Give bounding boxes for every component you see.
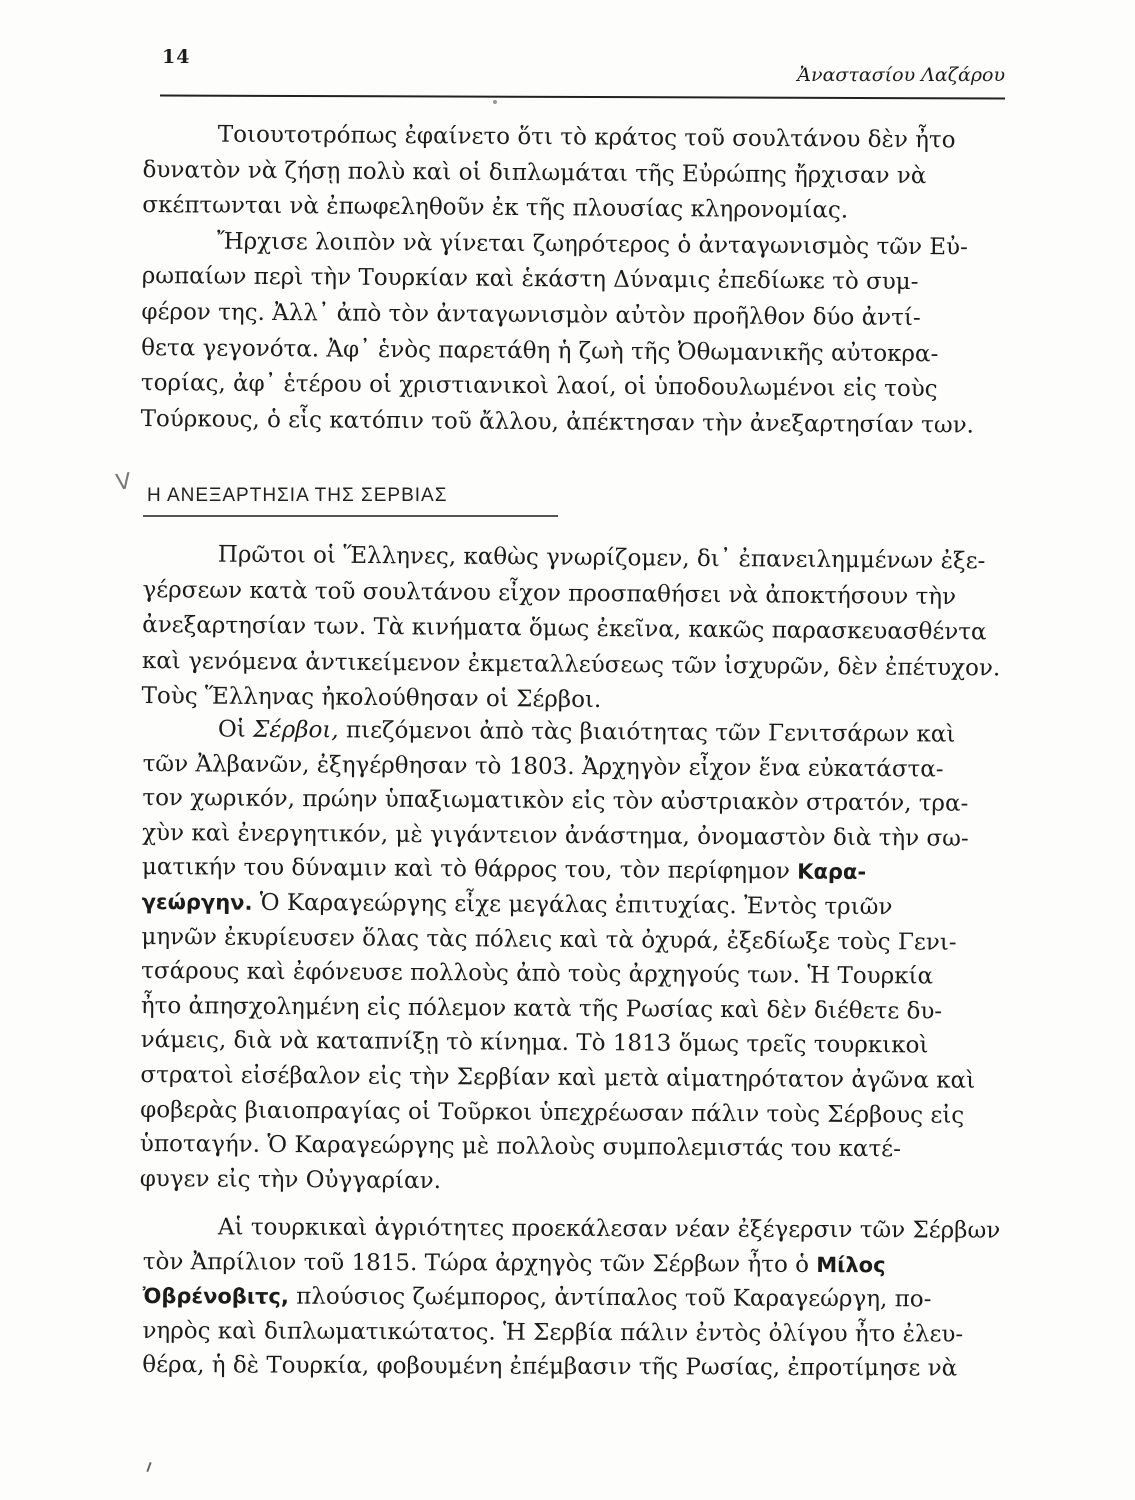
text-run: τὸν Ἀπρίλιον τοῦ 1815. Τώρα ἀρχηγὸς τῶν Σέρβων ἦτο ὁ (142, 1248, 817, 1278)
text-line: Τοὺς Ἕλληνας ἠκολούθησαν οἱ Σέρβοι. (141, 683, 602, 714)
handwritten-margin-mark: V (114, 469, 133, 496)
heading-underline (143, 515, 558, 517)
ink-tick-mark (146, 1462, 151, 1472)
running-head-author: Ἀναστασίου Λαζάρου (797, 64, 1005, 86)
text-line (142, 885, 987, 925)
text-line: ρωπαίων περὶ τὴν Τουρκίαν καὶ ἑκάστη Δύναμις ἐπεδίωκε τὸ συμ- (141, 263, 919, 296)
text-line: τορίας, ἀφ᾽ ἑτέρου οἱ χριστιανικοὶ λαοί, οἱ ὑποδουλωμένοι εἰς τοὺς (140, 370, 938, 403)
text-line: Ἤρχισε λοιπὸν νὰ γίνεται ζωηρότερος ὁ ἀνταγωνισμὸς τῶν Εὐ- (216, 228, 968, 261)
paragraph-1 (140, 117, 987, 444)
paragraph-4 (142, 1210, 1001, 1386)
text-run: Ὁ Καραγεώργης εἶχε μεγάλας ἐπιτυχίας. Ἐντὸς τριῶν (252, 889, 893, 921)
text-line: δυνατὸν νὰ ζήσῃ πολὺ καὶ οἱ διπλωμάται τῆς Εὐρώπης ἤρχισαν νὰ (142, 156, 927, 189)
text-line: Αἱ τουρκικαὶ ἀγριότητες προεκάλεσαν νέαν ἐξέγερσιν τῶν Σέρβων (217, 1214, 1001, 1244)
text-line: σκέπτωνται νὰ ἐπωφεληθοῦν ἐκ τῆς πλουσίας κληρονομίας. (142, 192, 849, 224)
paragraph-3 (140, 712, 988, 1202)
text-line: Τοιουτοτρόπως ἐφαίνετο ὅτι τὸ κράτος τοῦ σουλτάνου δὲν ἦτο (217, 121, 956, 154)
text-line: γέρσεων κατὰ τοῦ σουλτάνου εἶχον προσπαθήσει νὰ ἀποκτήσουν τὴν (142, 576, 957, 610)
header-rule (160, 95, 1005, 100)
text-line: θετα γεγονότα. Ἀφ᾽ ἑνὸς παρετάθη ἡ ζωὴ τῆς Ὀθωμανικῆς αὐτοκρα- (141, 334, 939, 367)
text-line: φέρον της. Ἀλλ᾽ ἀπὸ τὸν ἀνταγωνισμὸν αὐτὸν προῆλθον δύο ἀντί- (141, 298, 921, 332)
text-line: τσάρους καὶ ἐφόνευσε πολλοὺς ἀπὸ τοὺς ἀρχηγούς των. Ἡ Τουρκία (141, 958, 934, 990)
text-line: θέρα, ἡ δὲ Τουρκία, φοβουμένη ἐπέμβασιν τῆς Ρωσίας, ἐπροτίμησε νὰ (142, 1351, 958, 1382)
bold-name: Μίλος (816, 1252, 886, 1277)
bold-name: γεώργην. (141, 889, 253, 915)
text-line: Πρῶτοι οἱ Ἕλληνες, καθὼς γνωρίζομεν, δι᾽ ἐπανειλημμένων ἐξε- (217, 541, 986, 575)
text-line: φοβερὰς βιαιοπραγίας οἱ Τοῦρκοι ὑπεχρέωσαν πάλιν τοὺς Σέρβους εἰς (140, 1096, 965, 1129)
text-line: τον χωρικόν, πρώην ὑπαξιωματικὸν εἰς τὸν αὐστριακὸν στρατόν, τρα- (142, 785, 969, 817)
page-number: 14 (162, 46, 191, 68)
text-line: Τούρκους, ὁ εἷς κατόπιν τοῦ ἄλλου, ἀπέκτησαν τὴν ἀνεξαρτησίαν των. (140, 405, 975, 439)
ink-speck (493, 100, 497, 104)
text-run: Οἱ (217, 716, 254, 743)
text-line: ἦτο ἀπησχολημένη εἰς πόλεμον κατὰ τῆς Ρωσίας καὶ δὲν διέθετε δυ- (140, 992, 943, 1025)
text-line: χὺν καὶ ἐνεργητικόν, μὲ γιγάντειον ἀνάστημα, ὀνομαστὸν διὰ τὴν σω- (142, 819, 969, 852)
bold-name: Καρα- (797, 859, 867, 885)
text-line: τῶν Ἀλβανῶν, ἐξηγέρθησαν τὸ 1803. Ἀρχηγὸν εἶχον ἕνα εὐκατάστα- (142, 750, 944, 783)
bold-name: Ὀβρένοβιτς, (142, 1283, 289, 1309)
text-line: νηρὸς καὶ διπλωματικώτατος. Ἡ Σερβία πάλιν ἐντὸς ὀλίγου ἦτο ἐλευ- (142, 1317, 964, 1348)
text-line: στρατοὶ εἰσέβαλον εἰς τὴν Σερβίαν καὶ μετὰ αἱματηρότατον ἀγῶνα καὶ (140, 1061, 976, 1094)
section-heading: Η ΑΝΕΞΑΡΤΗΣΙΑ ΤΗΣ ΣΕΡΒΙΑΣ (147, 485, 448, 506)
text-line (143, 1279, 988, 1317)
text-line: νάμεις, διὰ νὰ καταπνίξῃ τὸ κίνημα. Τὸ 1813 ὅμως τρεῖς τουρκικοὶ (140, 1027, 929, 1059)
text-run: πλούσιος ζωέμπορος, ἀντίπαλος τοῦ Καραγεώργη, πο- (288, 1283, 932, 1313)
text-line (143, 1244, 988, 1282)
text-line (142, 850, 987, 890)
text-line: ὑποταγήν. Ὁ Καραγεώργης μὲ πολλοὺς συμπολεμιστάς του κατέ- (139, 1131, 902, 1163)
italic-term: Σέρβοι, (252, 716, 339, 744)
text-line (143, 712, 988, 752)
text-run: πιεζόμενοι ἀπὸ τὰς βιαιότητας τῶν Γενιτσάρων καὶ (338, 717, 956, 748)
text-run: ματικήν του δύναμιν καὶ τὸ θάρρος του, τὸν περίφημον (141, 854, 798, 885)
paragraph-2 (141, 537, 1001, 722)
text-line: μηνῶν ἐκυρίευσεν ὅλας τὰς πόλεις καὶ τὰ ὀχυρά, ἐξεδίωξε τοὺς Γενι- (141, 923, 957, 956)
text-line: καὶ γενόμενα ἀντικείμενον ἐκμεταλλεύσεως τῶν ἰσχυρῶν, δὲν ἐπέτυχον. (141, 647, 1001, 682)
text-line: ἀνεξαρτησίαν των. Τὰ κινήματα ὅμως ἐκεῖνα, κακῶς παρασκευασθέντα (142, 612, 987, 646)
text-line: φυγεν εἰς τὴν Οὐγγαρίαν. (139, 1165, 442, 1194)
